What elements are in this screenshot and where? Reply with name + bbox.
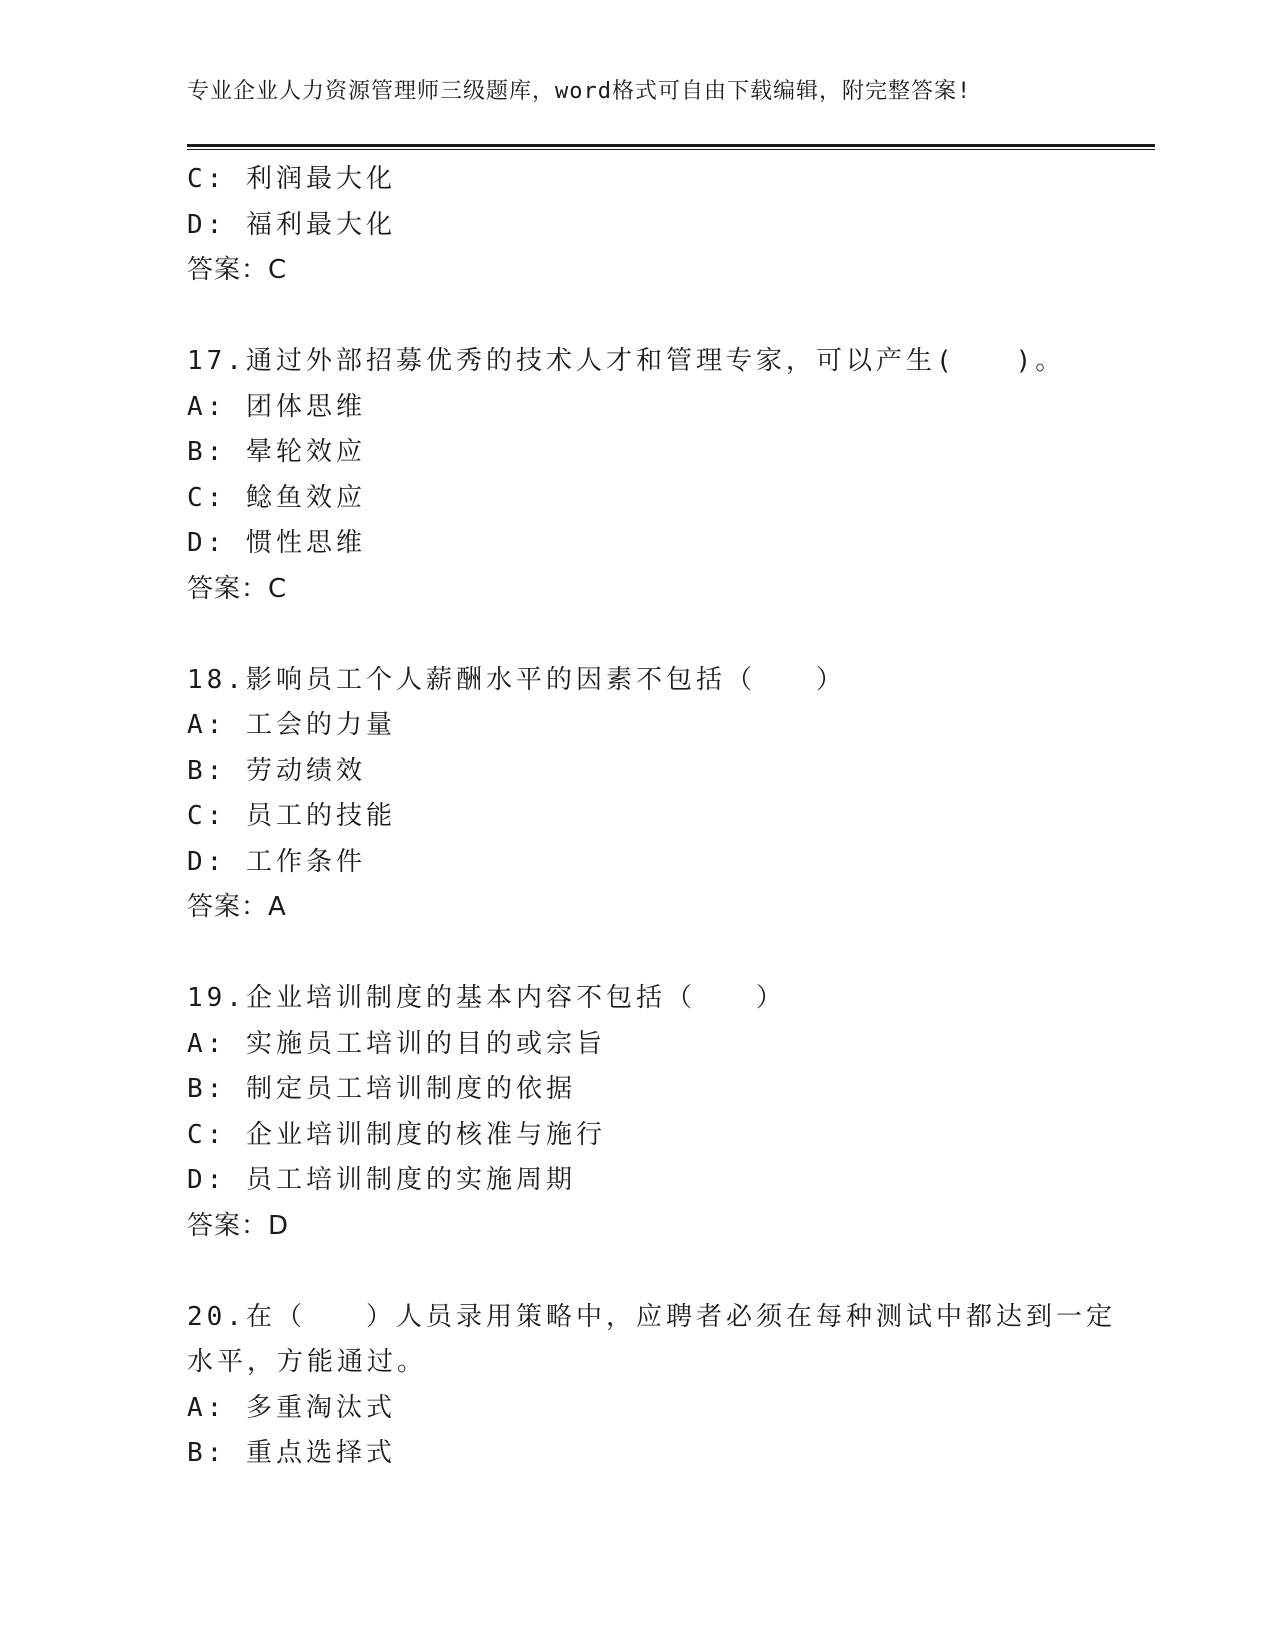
option-d: D: 福利最大化 — [187, 209, 396, 240]
answer: 答案：D — [187, 1210, 290, 1241]
spacer — [187, 1249, 1087, 1295]
page-header: 专业企业人力资源管理师三级题库，word格式可自由下载编辑，附完整答案! — [187, 79, 972, 104]
option-c: C: 企业培训制度的核准与施行 — [187, 1119, 606, 1150]
option-b: B: 重点选择式 — [187, 1438, 396, 1468]
spacer — [187, 931, 1087, 977]
question-stem: 20.在（ ）人员录用策略中，应聘者必须在每种测试中都达到一定 — [187, 1301, 1116, 1332]
header-rule-thick — [187, 144, 1155, 147]
option-a: A: 工会的力量 — [187, 710, 396, 740]
answer: 答案：C — [187, 255, 288, 285]
spacer — [187, 612, 1087, 658]
option-c: C: 利润最大化 — [187, 164, 396, 194]
answer: 答案：A — [187, 892, 287, 922]
answer: 答案：C — [187, 573, 288, 604]
question-stem-continued: 水平，方能通过。 — [187, 1347, 428, 1377]
option-b: B: 晕轮效应 — [187, 437, 366, 467]
option-d: D: 员工培训制度的实施周期 — [187, 1165, 576, 1195]
option-a: A: 多重淘汰式 — [187, 1392, 396, 1423]
question-stem: 18.影响员工个人薪酬水平的因素不包括（ ） — [187, 664, 846, 695]
question-stem: 17.通过外部招募优秀的技术人才和管理专家，可以产生( )。 — [187, 346, 1066, 376]
option-a: A: 实施员工培训的目的或宗旨 — [187, 1028, 606, 1059]
header-rule-thin — [187, 149, 1155, 150]
option-a: A: 团体思维 — [187, 391, 366, 422]
question-stem: 19.企业培训制度的基本内容不包括（ ） — [187, 983, 786, 1013]
option-d: D: 惯性思维 — [187, 528, 366, 558]
option-c: C: 鲶鱼效应 — [187, 482, 366, 513]
option-c: C: 员工的技能 — [187, 801, 396, 831]
option-b: B: 制定员工培训制度的依据 — [187, 1074, 576, 1104]
option-b: B: 劳动绩效 — [187, 755, 366, 786]
spacer — [187, 294, 1087, 340]
option-d: D: 工作条件 — [187, 846, 366, 877]
document-body — [187, 157, 1116, 1477]
